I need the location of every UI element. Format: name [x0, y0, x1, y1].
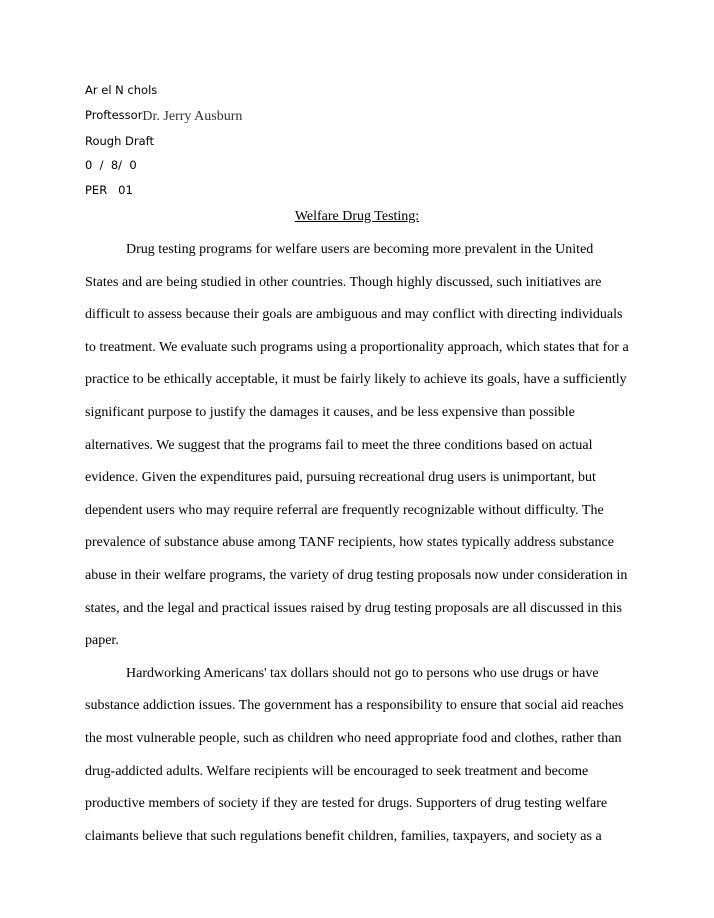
text-line: practice to be ethically acceptable, it must be fairly likely to achieve its goals, have a sufficiently: [85, 372, 627, 388]
text-line: significant purpose to justify the damages it causes, and be less expensive than possible: [85, 404, 575, 420]
text-line: prevalence of substance abuse among TANF recipients, how states typically address substance: [85, 535, 614, 551]
text-line: claimants believe that such regulations benefit children, families, taxpayers, and society as a: [85, 828, 602, 844]
text-line: States and are being studied in other countries. Though highly discussed, such initiatives are: [85, 274, 602, 290]
professor-label: Proftessor: [85, 108, 143, 122]
text-line: productive members of society if they are tested for drugs. Supporters of drug testing welfare: [85, 796, 608, 812]
text-line: dependent users who may require referral are frequently recognizable without difficulty. The: [85, 502, 604, 518]
text-line: states, and the legal and practical issues raised by drug testing proposals are all discussed in this: [85, 600, 622, 616]
period-line: PER 01: [85, 183, 133, 197]
text-line: alternatives. We suggest that the programs fail to meet the three conditions based on actual: [85, 437, 593, 453]
paragraph-2: [85, 658, 645, 854]
text-line: the most vulnerable people, such as children who need appropriate food and clothes, rather than: [85, 730, 622, 746]
essay-title: [0, 208, 714, 226]
text-line: to treatment. We evaluate such programs using a proportionality approach, which states that for a: [85, 339, 629, 355]
professor-name: Dr. Jerry Ausburn: [142, 109, 243, 124]
text-line: abuse in their welfare programs, the variety of drug testing proposals now under consideration in: [85, 567, 628, 583]
text-line: Drug testing programs for welfare users are becoming more prevalent in the United: [126, 242, 594, 257]
professor-line: [85, 108, 242, 123]
text-line: evidence. Given the expenditures paid, pursuing recreational drug users is unimportant, but: [85, 470, 596, 486]
essay-body: [85, 234, 645, 853]
text-line: Hardworking Americans' tax dollars should not go to persons who use drugs or have: [126, 665, 599, 681]
draft-label: Rough Draft: [85, 134, 155, 148]
essay-title-text: Welfare Drug Testing:: [294, 209, 420, 224]
text-line: substance addiction issues. The government has a responsibility to ensure that social aid reaches: [85, 698, 624, 714]
text-line: difficult to assess because their goals are ambiguous and may conflict with directing individuals: [85, 307, 623, 323]
paragraph-1: [85, 234, 645, 658]
text-line: drug-addicted adults. Welfare recipients will be encouraged to seek treatment and become: [85, 763, 589, 779]
author-name: Ar el N chols: [85, 83, 158, 97]
date-line: 0 / 8/ 0: [85, 158, 137, 172]
text-line: paper.: [85, 633, 119, 649]
